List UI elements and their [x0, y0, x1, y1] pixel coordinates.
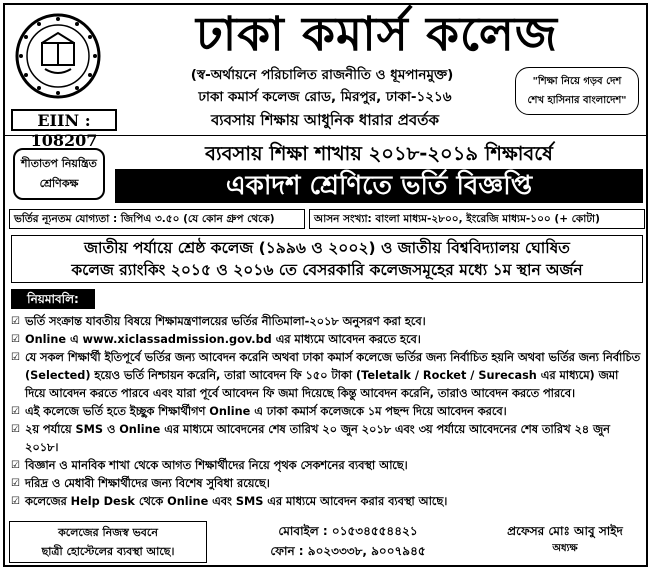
checkbox-icon: ☑ [11, 406, 20, 417]
admission-notice [3, 3, 648, 567]
rule-text: কলেজের Help Desk থেকে Online এবং SMS এর মাধ্যমে আবেদন করার ব্যবস্থা আছে। [25, 495, 448, 508]
eiin-box: EIIN : 108207 [11, 109, 117, 131]
college-logo-emblem [15, 13, 101, 99]
slogan-box [515, 67, 639, 115]
principal-block [487, 521, 643, 563]
ranking-line-2: কলেজ র‌্যাংকিং ২০১৫ ও ২০১৬ তে বেসরকারি কলেজসমূহের মধ্যে ১ম স্থান অর্জন [71, 261, 583, 279]
hostel-line-2: ছাত্রী হোস্টেলের ব্যবস্থা আছে। [41, 545, 175, 558]
seats-box: আসন সংখ্যা: বাংলা মাধ্যম-২৮০০, ইংরেজি মাধ্যম-১০০ (+ কোটা) [309, 209, 645, 229]
slogan-line-2: শেখ হাসিনার বাংলাদেশ" [527, 95, 627, 106]
checkbox-icon: ☑ [11, 460, 20, 471]
college-address: ঢাকা কমার্স কলেজ রোড, মিরপুর, ঢাকা-১২১৬ [198, 89, 452, 105]
rule-text: এই কলেজে ভর্তি হতে ইচ্ছুক শিক্ষার্থীগণ Online এ ঢাকা কমার্স কলেজকে ১ম পছন্দ দিয়ে আবেদন করবে। [25, 405, 507, 418]
hostel-box [9, 521, 207, 563]
ranking-line-1: জাতীয় পর্যায়ে শ্রেষ্ঠ কলেজ (১৯৯৬ ও ২০০২) ও জাতীয় বিশ্ববিদ্যালয় ঘোষিত [84, 239, 570, 257]
checkbox-icon: ☑ [11, 316, 20, 327]
college-title: ঢাকা কমার্স কলেজ [196, 7, 558, 62]
principal-role: অধ্যক্ষ [552, 543, 578, 554]
hostel-line-1: কলেজের নিজস্ব ভবনে [58, 526, 158, 539]
mobile-number: মোবাইল : ০১৫৩৪৫৫৪৪২১ [278, 524, 418, 538]
session-heading: ব্যবসায় শিক্ষা শাখায় ২০১৮-২০১৯ শিক্ষাবর্ষে [205, 142, 553, 165]
checkbox-icon: ☑ [11, 352, 20, 363]
ranking-box [11, 235, 643, 283]
list-item [11, 313, 641, 331]
ac-classroom-box [13, 148, 105, 200]
principal-name: প্রফেসর মোঃ আবু সাইদ [507, 524, 623, 538]
requirement-box: ভর্তির ন্যূনতম যোগ্যতা : জিপিএ ৩.৫০ (যে কোন গ্রুপ থেকে) [9, 209, 305, 229]
rule-text: দরিদ্র ও মেধাবী শিক্ষার্থীদের জন্য বিশেষ সুবিধা রয়েছে। [25, 477, 270, 490]
header-divider [5, 135, 646, 136]
rule-text: ২য় পর্যায়ে SMS ও Online এর মাধ্যমে আবেদনের শেষ তারিখ ২০ জুন ২০১৮ এবং ৩য় পর্যায়ে আবেদনের শেষ তারিখ ২৪ জুন ২০১৮। [25, 423, 610, 454]
rule-text: Online এ www.xiclassadmission.gov.bd এর মাধ্যমে আবেদন করতে হবে। [25, 333, 421, 346]
list-item [11, 349, 641, 403]
list-item [11, 331, 641, 349]
list-item [11, 457, 641, 475]
slogan-line-1: "শিক্ষা নিয়ে গড়ব দেশ [532, 76, 622, 87]
checkbox-icon: ☑ [11, 478, 20, 489]
rules-heading: নিয়মাবলি: [11, 289, 95, 309]
list-item [11, 421, 641, 457]
ac-line-2: শ্রেণিকক্ষ [39, 177, 79, 190]
checkbox-icon: ☑ [11, 496, 20, 507]
ac-line-1: শীতাতপ নিয়ন্ত্রিত [21, 157, 97, 170]
contact-block [213, 521, 483, 563]
rule-text: বিজ্ঞান ও মানবিক শাখা থেকে আগত শিক্ষার্থীদের নিয়ে পৃথক সেকশনের ব্যবস্থা আছে। [25, 459, 408, 472]
checkbox-icon: ☑ [11, 424, 20, 435]
rules-list [11, 313, 641, 511]
rule-text: ভর্তি সংক্রান্ত যাবতীয় বিষয়ে শিক্ষামন্ত্রণালয়ের ভর্তির নীতিমালা-২০১৮ অনুসরণ করা হবে। [25, 315, 426, 328]
college-logo [15, 13, 101, 99]
college-tagline: ব্যবসায় শিক্ষায় আধুনিক ধারার প্রবর্তক [210, 111, 440, 129]
list-item [11, 493, 641, 511]
admission-banner: একাদশ শ্রেণিতে ভর্তি বিজ্ঞপ্তি [115, 169, 643, 203]
checkbox-icon: ☑ [11, 334, 20, 345]
list-item [11, 403, 641, 421]
college-subtitle: (স্ব-অর্থায়নে পরিচালিত রাজনীতি ও ধূমপানমুক্ত) [190, 67, 454, 83]
rule-text: যে সকল শিক্ষার্থী ইতিপূর্বে ভর্তির জন্য আবেদন করেনি অথবা ঢাকা কমার্স কলেজে ভর্তির জন্য নির্বাচিত হয়নি অথবা ভর্তির জন্য নির্বাচিত (Selected) হয়েও ভর্তি নিশ্চায়ন করেনি, তারা আবেদন ফি ১৫০ টাকা (Teletalk / Rocket / Surecash এর মাধ্যমে) জমা দিয়ে আবেদন করতে পারবে এবং যারা পূর্বে আবেদন ফি জমা দিয়েছে কিন্তু আবেদন করেনি, তারাও আবেদন করতে পারবে। [25, 351, 641, 400]
list-item [11, 475, 641, 493]
phone-number: ফোন : ৯০২৩৩৩৮, ৯০০৭৯৪৫ [270, 544, 426, 558]
